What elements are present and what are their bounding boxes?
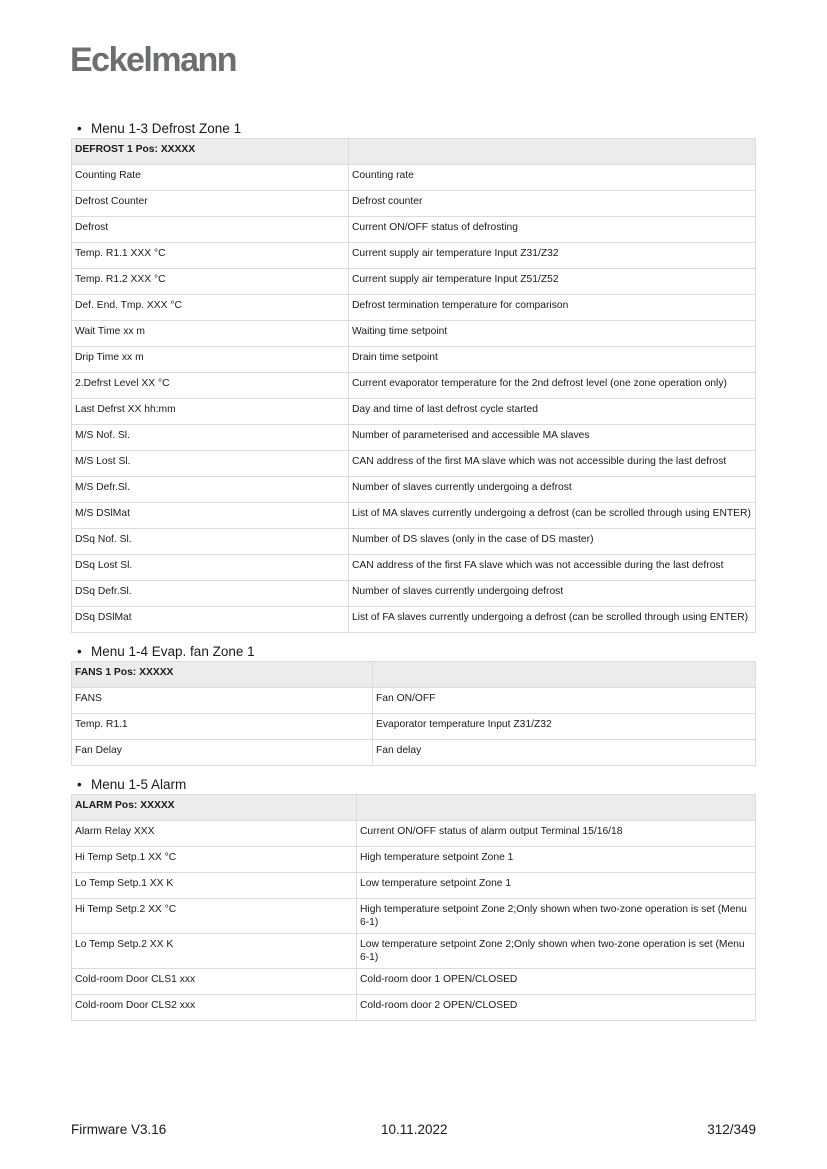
parameter-name-cell: M/S Lost Sl.: [72, 451, 349, 477]
parameter-name-cell: Defrost Counter: [72, 191, 349, 217]
table-header-row: [72, 795, 756, 821]
header-cell-title: DEFROST 1 Pos: XXXXX: [72, 139, 349, 165]
parameter-name-cell: Alarm Relay XXX: [72, 821, 357, 847]
document-content: [71, 119, 756, 1021]
table-row: [72, 969, 756, 995]
parameter-name-cell: M/S DSlMat: [72, 503, 349, 529]
table-row: [72, 165, 756, 191]
header-cell-title: FANS 1 Pos: XXXXX: [72, 662, 373, 688]
table-row: [72, 607, 756, 633]
table-body: [72, 139, 756, 633]
table-row: [72, 503, 756, 529]
parameter-description-cell: Cold-room door 1 OPEN/CLOSED: [357, 969, 756, 995]
parameter-description-cell: Counting rate: [349, 165, 756, 191]
parameter-description-cell: Current supply air temperature Input Z31/Z32: [349, 243, 756, 269]
table-row: [72, 995, 756, 1021]
table-row: [72, 934, 756, 969]
footer-date: 10.11.2022: [381, 1122, 448, 1137]
header-cell-empty: [349, 139, 756, 165]
parameter-description-cell: Cold-room door 2 OPEN/CLOSED: [357, 995, 756, 1021]
section-defrost: [71, 119, 756, 633]
bullet-icon: •: [77, 777, 82, 792]
table-row: [72, 243, 756, 269]
parameter-description-cell: Number of slaves currently undergoing a defrost: [349, 477, 756, 503]
table-row: [72, 847, 756, 873]
parameter-description-cell: Drain time setpoint: [349, 347, 756, 373]
parameter-name-cell: Fan Delay: [72, 740, 373, 766]
section-evap-fan: [71, 642, 756, 766]
table-row: [72, 477, 756, 503]
parameter-description-cell: Number of slaves currently undergoing defrost: [349, 581, 756, 607]
parameter-description-cell: List of FA slaves currently undergoing a defrost (can be scrolled through using ENTER): [349, 607, 756, 633]
parameter-name-cell: Lo Temp Setp.1 XX K: [72, 873, 357, 899]
table-row: [72, 451, 756, 477]
page-footer: [71, 1122, 756, 1140]
table-body: [72, 795, 756, 1021]
section-heading: [71, 642, 756, 661]
fans-table: [71, 661, 756, 766]
parameter-description-cell: Defrost counter: [349, 191, 756, 217]
section-alarm: [71, 775, 756, 1021]
parameter-description-cell: Evaporator temperature Input Z31/Z32: [373, 714, 756, 740]
parameter-name-cell: Temp. R1.1: [72, 714, 373, 740]
parameter-name-cell: Temp. R1.1 XXX °C: [72, 243, 349, 269]
defrost-table: [71, 138, 756, 633]
company-logo: Eckelmann: [70, 41, 237, 79]
parameter-description-cell: Day and time of last defrost cycle started: [349, 399, 756, 425]
table-row: [72, 425, 756, 451]
parameter-description-cell: CAN address of the first MA slave which was not accessible during the last defrost: [349, 451, 756, 477]
parameter-description-cell: Current ON/OFF status of alarm output Terminal 15/16/18: [357, 821, 756, 847]
header-cell-empty: [357, 795, 756, 821]
parameter-name-cell: Temp. R1.2 XXX °C: [72, 269, 349, 295]
parameter-name-cell: Hi Temp Setp.2 XX °C: [72, 899, 357, 934]
parameter-description-cell: Number of DS slaves (only in the case of DS master): [349, 529, 756, 555]
parameter-name-cell: Drip Time xx m: [72, 347, 349, 373]
parameter-name-cell: Cold-room Door CLS2 xxx: [72, 995, 357, 1021]
section-heading-text: Menu 1-5 Alarm: [91, 777, 187, 792]
table-row: [72, 321, 756, 347]
parameter-name-cell: 2.Defrst Level XX °C: [72, 373, 349, 399]
bullet-icon: •: [77, 121, 82, 136]
table-header-row: [72, 139, 756, 165]
parameter-name-cell: Def. End. Tmp. XXX °C: [72, 295, 349, 321]
parameter-description-cell: High temperature setpoint Zone 2;Only shown when two-zone operation is set (Menu 6-1): [357, 899, 756, 934]
parameter-description-cell: Current supply air temperature Input Z51/Z52: [349, 269, 756, 295]
footer-firmware: Firmware V3.16: [71, 1122, 167, 1137]
table-row: [72, 373, 756, 399]
bullet-icon: •: [77, 644, 82, 659]
parameter-name-cell: Counting Rate: [72, 165, 349, 191]
parameter-name-cell: Last Defrst XX hh:mm: [72, 399, 349, 425]
parameter-name-cell: DSq DSlMat: [72, 607, 349, 633]
parameter-description-cell: High temperature setpoint Zone 1: [357, 847, 756, 873]
parameter-description-cell: Waiting time setpoint: [349, 321, 756, 347]
parameter-description-cell: Number of parameterised and accessible MA slaves: [349, 425, 756, 451]
table-row: [72, 740, 756, 766]
parameter-name-cell: DSq Nof. Sl.: [72, 529, 349, 555]
parameter-description-cell: Current ON/OFF status of defrosting: [349, 217, 756, 243]
parameter-description-cell: Defrost termination temperature for comparison: [349, 295, 756, 321]
parameter-name-cell: Defrost: [72, 217, 349, 243]
table-row: [72, 555, 756, 581]
section-heading-text: Menu 1-3 Defrost Zone 1: [91, 121, 242, 136]
parameter-description-cell: Current evaporator temperature for the 2nd defrost level (one zone operation only): [349, 373, 756, 399]
header-cell-empty: [373, 662, 756, 688]
table-row: [72, 191, 756, 217]
parameter-description-cell: Low temperature setpoint Zone 2;Only shown when two-zone operation is set (Menu 6-1): [357, 934, 756, 969]
table-row: [72, 581, 756, 607]
table-row: [72, 217, 756, 243]
table-row: [72, 899, 756, 934]
table-body: [72, 662, 756, 766]
parameter-name-cell: FANS: [72, 688, 373, 714]
table-row: [72, 347, 756, 373]
parameter-name-cell: Wait Time xx m: [72, 321, 349, 347]
parameter-name-cell: M/S Defr.Sl.: [72, 477, 349, 503]
table-row: [72, 269, 756, 295]
alarm-table: [71, 794, 756, 1021]
parameter-description-cell: List of MA slaves currently undergoing a defrost (can be scrolled through using ENTER): [349, 503, 756, 529]
parameter-name-cell: M/S Nof. Sl.: [72, 425, 349, 451]
footer-page-number: 312/349: [707, 1122, 756, 1137]
parameter-description-cell: Fan delay: [373, 740, 756, 766]
table-row: [72, 873, 756, 899]
parameter-name-cell: Cold-room Door CLS1 xxx: [72, 969, 357, 995]
parameter-description-cell: Fan ON/OFF: [373, 688, 756, 714]
parameter-name-cell: Lo Temp Setp.2 XX K: [72, 934, 357, 969]
table-row: [72, 529, 756, 555]
parameter-name-cell: DSq Lost Sl.: [72, 555, 349, 581]
header-cell-title: ALARM Pos: XXXXX: [72, 795, 357, 821]
section-heading: [71, 775, 756, 794]
parameter-description-cell: Low temperature setpoint Zone 1: [357, 873, 756, 899]
table-row: [72, 688, 756, 714]
table-row: [72, 714, 756, 740]
section-heading: [71, 119, 756, 138]
table-header-row: [72, 662, 756, 688]
section-heading-text: Menu 1-4 Evap. fan Zone 1: [91, 644, 255, 659]
table-row: [72, 295, 756, 321]
parameter-name-cell: Hi Temp Setp.1 XX °C: [72, 847, 357, 873]
table-row: [72, 821, 756, 847]
parameter-description-cell: CAN address of the first FA slave which was not accessible during the last defrost: [349, 555, 756, 581]
parameter-name-cell: DSq Defr.Sl.: [72, 581, 349, 607]
table-row: [72, 399, 756, 425]
